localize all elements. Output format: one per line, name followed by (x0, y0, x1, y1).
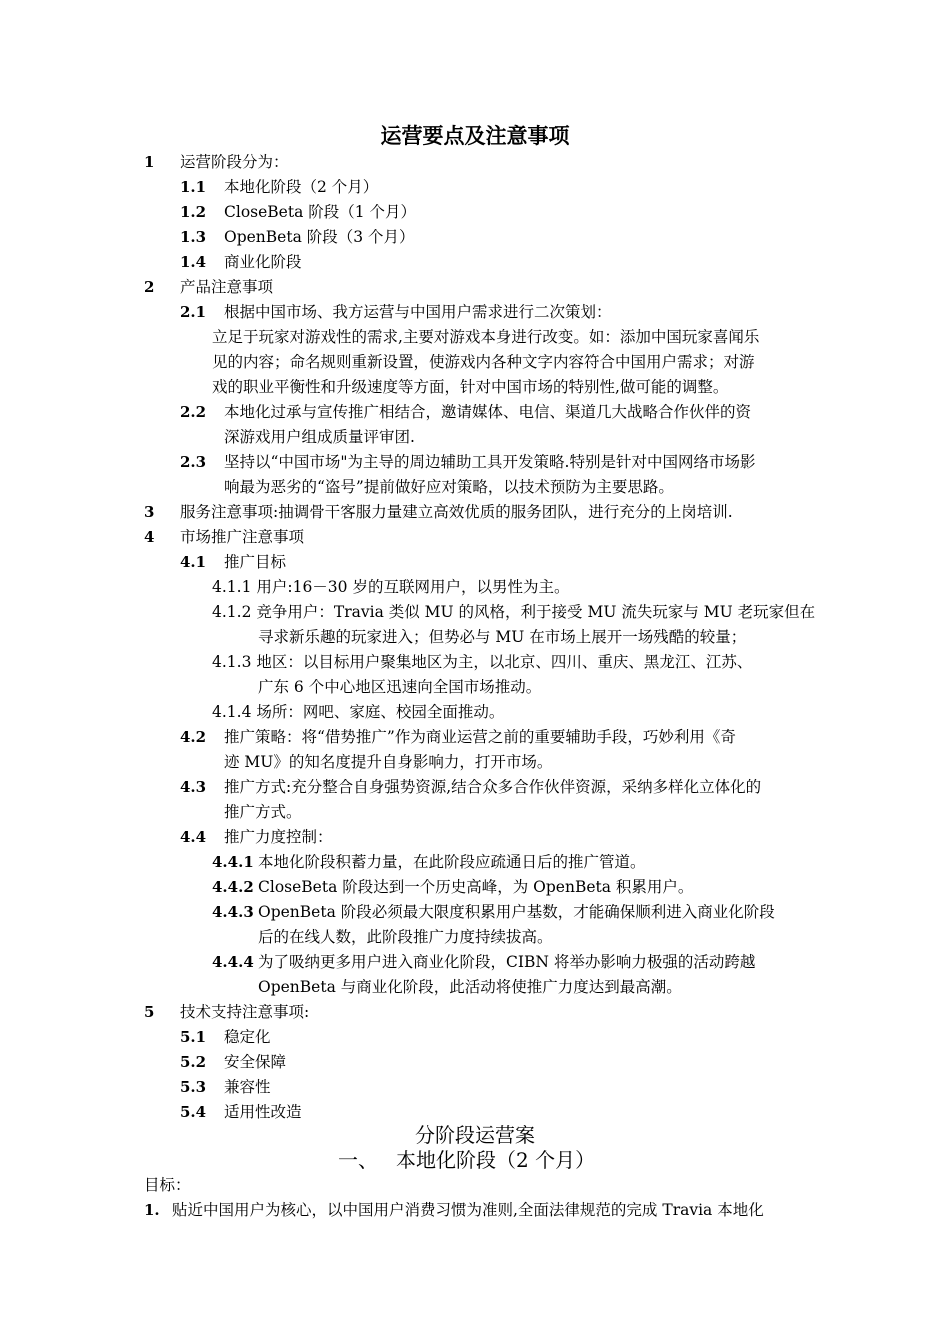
item-number: 2.2 (180, 403, 207, 421)
section-number: 4 (144, 528, 155, 546)
goal-label: 目标： (144, 1176, 191, 1194)
subitem-text: OpenBeta 与商业化阶段，此活动将使推广力度达到最高潮。 (258, 978, 682, 996)
item-number: 1.2 (180, 203, 207, 221)
subitem-text: 4.1.1 用户:16－30 岁的互联网用户，以男性为主。 (212, 578, 570, 596)
subitem-text: 为了吸纳更多用户进入商业化阶段，CIBN 将举办影响力极强的活动跨越 (258, 953, 756, 971)
item-number: 4.3 (180, 778, 207, 796)
item-text: 安全保障 (224, 1053, 287, 1071)
section-heading: 服务注意事项:抽调骨干客服力量建立高效优质的服务团队，进行充分的上岗培训. (180, 503, 733, 521)
subitem-text: 4.1.2 竞争用户：Travia 类似 MU 的风格，利于接受 MU 流失玩家与 MU 老玩家但在 (212, 603, 816, 621)
item-number: 4.1 (180, 553, 207, 571)
subitem-text: CloseBeta 阶段达到一个历史高峰，为 OpenBeta 积累用户。 (258, 878, 694, 896)
item-text: 适用性改造 (224, 1103, 302, 1121)
subitem-text: 4.1.3 地区：以目标用户聚集地区为主，以北京、四川、重庆、黑龙江、江苏、 (212, 653, 753, 671)
item-number: 2.1 (180, 303, 207, 321)
paragraph-line: 戏的职业平衡性和升级速度等方面，针对中国市场的特别性,做可能的调整。 (212, 378, 729, 396)
page-title: 运营要点及注意事项 (380, 123, 570, 148)
item-number: 2.3 (180, 453, 207, 471)
item-text: CloseBeta 阶段（1 个月） (224, 203, 417, 221)
item-number: 1.4 (180, 253, 207, 271)
item-number: 4.4 (180, 828, 207, 846)
subitem-text: 后的在线人数，此阶段推广力度持续拔高。 (258, 928, 553, 946)
subitem-text: OpenBeta 阶段必须最大限度积累用户基数，才能确保顺利进入商业化阶段 (258, 903, 775, 921)
item-text: 本地化过承与宣传推广相结合，邀请媒体、电信、渠道几大战略合作伙伴的资 (224, 403, 752, 421)
item-number: 5.3 (180, 1078, 207, 1096)
subitem-number: 4.4.2 (212, 878, 254, 896)
chapter-number: 一、 (338, 1148, 378, 1172)
chapter-title: 本地化阶段（2 个月） (396, 1148, 596, 1172)
subitem-number: 4.4.3 (212, 903, 254, 921)
section-number: 3 (144, 503, 155, 521)
subitem-text: 寻求新乐趣的玩家进入；但势必与 MU 在市场上展开一场残酷的较量； (258, 628, 747, 646)
goal-number: 1. (144, 1201, 160, 1219)
item-text: 推广目标 (224, 553, 287, 571)
item-text: 深游戏用户组成质量评审团. (224, 428, 415, 446)
subitem-text: 本地化阶段积蓄力量，在此阶段应疏通日后的推广管道。 (258, 853, 646, 871)
section-number: 2 (144, 278, 155, 296)
item-text: 推广方式。 (224, 803, 302, 821)
item-text: 推广策略：将“借势推广”作为商业运营之前的重要辅助手段，巧妙利用《奇 (224, 728, 736, 746)
item-text: 兼容性 (224, 1078, 271, 1096)
item-text: 响最为恶劣的“盗号”提前做好应对策略，以技术预防为主要思路。 (224, 478, 674, 496)
item-text: 根据中国市场、我方运营与中国用户需求进行二次策划： (224, 303, 612, 321)
section-heading: 技术支持注意事项: (180, 1003, 310, 1021)
section-number: 1 (144, 153, 155, 171)
item-text: 商业化阶段 (224, 253, 302, 271)
section-title: 分阶段运营案 (415, 1123, 535, 1147)
paragraph-line: 立足于玩家对游戏性的需求,主要对游戏本身进行改变。如：添加中国玩家喜闻乐 (212, 328, 760, 346)
subitem-number: 4.4.4 (212, 953, 254, 971)
subitem-number: 4.4.1 (212, 853, 254, 871)
item-text: 推广力度控制： (224, 828, 333, 846)
item-number: 1.1 (180, 178, 207, 196)
goal-text: 贴近中国用户为核心，以中国用户消费习惯为准则,全面法律规范的完成 Travia 本地化 (172, 1201, 764, 1219)
item-text: OpenBeta 阶段（3 个月） (224, 228, 415, 246)
item-text: 推广方式:充分整合自身强势资源,结合众多合作伙伴资源，采纳多样化立体化的 (224, 778, 762, 796)
item-number: 5.4 (180, 1103, 207, 1121)
subitem-text: 4.1.4 场所：网吧、家庭、校园全面推动。 (212, 703, 505, 721)
item-number: 1.3 (180, 228, 207, 246)
subitem-text: 广东 6 个中心地区迅速向全国市场推动。 (258, 678, 542, 696)
paragraph-line: 见的内容；命名规则重新设置，使游戏内各种文字内容符合中国用户需求；对游 (212, 353, 755, 371)
item-text: 坚持以“中国市场"为主导的周边辅助工具开发策略.特别是针对中国网络市场影 (224, 453, 756, 471)
item-number: 4.2 (180, 728, 207, 746)
section-number: 5 (144, 1003, 155, 1021)
item-number: 5.2 (180, 1053, 207, 1071)
section-heading: 运营阶段分为： (180, 153, 289, 171)
item-text: 本地化阶段（2 个月） (224, 178, 379, 196)
item-text: 稳定化 (224, 1028, 271, 1046)
section-heading: 产品注意事项 (180, 278, 274, 296)
item-number: 5.1 (180, 1028, 207, 1046)
section-heading: 市场推广注意事项 (180, 528, 305, 546)
item-text: 迹 MU》的知名度提升自身影响力，打开市场。 (224, 753, 553, 771)
